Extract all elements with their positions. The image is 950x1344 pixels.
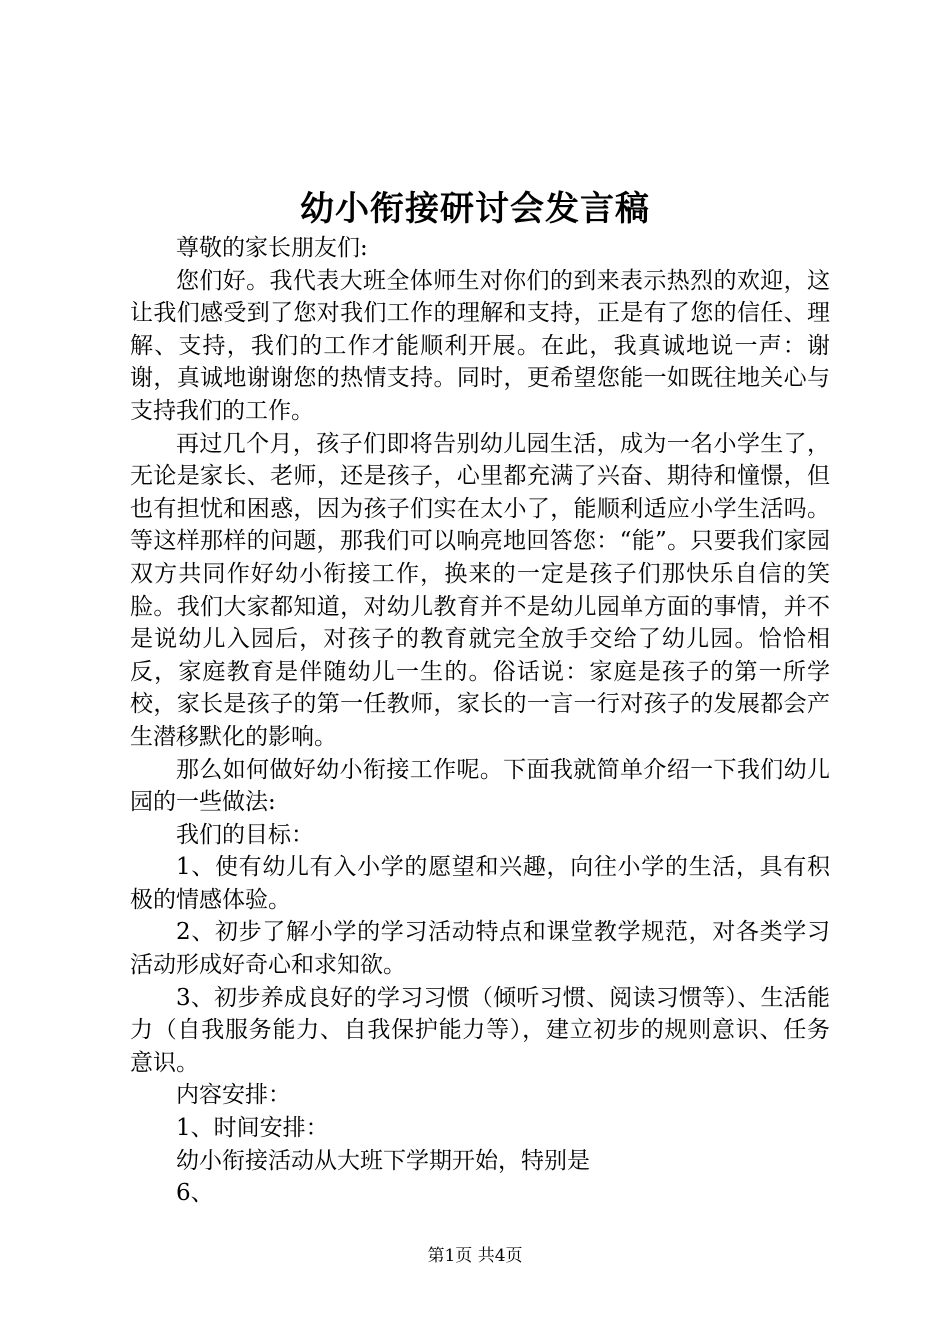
goal-item: 2、初步了解小学的学习活动特点和课堂教学规范，对各类学习活动形成好奇心和求知欲。 bbox=[130, 919, 830, 979]
greeting-paragraph: 您们好。我代表大班全体师生对你们的到来表示热烈的欢迎，这让我们感受到了您对我们工作的理解和支持，正是有了您的信任、理解、支持，我们的工作才能顺利开展。在此，我真诚地说一声：谢谢，真诚地谢谢您的热情支持。同时，更希望您能一如既往地关心与支持我们的工作。 bbox=[130, 267, 830, 424]
body-paragraph: 6、 bbox=[176, 1180, 214, 1207]
goal-item: 3、初步养成良好的学习习惯（倾听习惯、阅读习惯等）、生活能力（自我服务能力、自我保护能力等），建立初步的规则意识、任务意识。 bbox=[130, 984, 830, 1076]
body-paragraph: 幼小衔接活动从大班下学期开始，特别是 bbox=[176, 1147, 590, 1174]
body-paragraph: 再过几个月，孩子们即将告别幼儿园生活，成为一名小学生了，无论是家长、老师，还是孩子，心里都充满了兴奋、期待和憧憬，但也有担忧和困惑，因为孩子们实在太小了，能顺利适应小学生活吗。等这样那样的问题，那我们可以响亮地回答您：“能”。只要我们家园双方共同作好幼小衔接工作，换来的一定是孩子们那快乐自信的笑脸。我们大家都知道，对幼儿教育并不是幼儿园单方面的事情，并不是说幼儿入园后，对孩子的教育就完全放手交给了幼儿园。恰恰相反，家庭教育是伴随幼儿一生的。俗话说：家庭是孩子的第一所学校，家长是孩子的第一任教师，家长的一言一行对孩子的发展都会产生潜移默化的影响。 bbox=[130, 430, 830, 750]
body-paragraph: 那么如何做好幼小衔接工作呢。下面我就简单介绍一下我们幼儿园的一些做法: bbox=[130, 756, 830, 816]
section-heading-content: 内容安排： bbox=[176, 1082, 291, 1109]
salutation-paragraph: 尊敬的家长朋友们: bbox=[176, 235, 368, 261]
goal-item: 1、使有幼儿有入小学的愿望和兴趣，向往小学的生活，具有积极的情感体验。 bbox=[130, 854, 830, 913]
section-heading-goals: 我们的目标： bbox=[176, 821, 314, 848]
document-title: 幼小衔接研讨会发言稿 bbox=[300, 189, 650, 229]
document-body bbox=[130, 232, 830, 1210]
subsection-heading-time: 1、时间安排： bbox=[176, 1115, 329, 1142]
page-number-footer: 第1页 共4页 bbox=[427, 1246, 523, 1266]
